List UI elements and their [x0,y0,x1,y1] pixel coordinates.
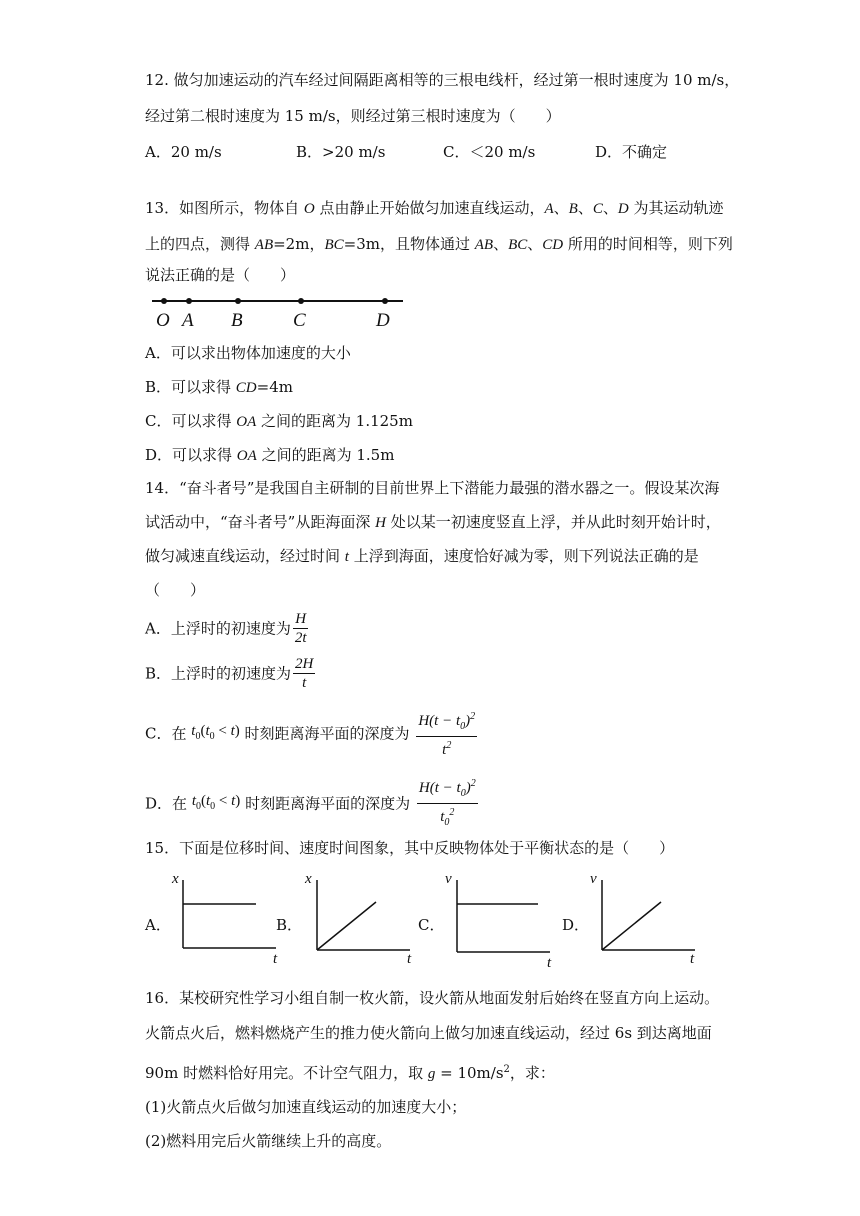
q14-option-d: D．在 $t_0(t_0 < t)$ 时刻距离海平面的深度为 $\frac{H(t - t_0)^2}{t_0^2}$ [145,775,480,832]
q12-option-c: C．＜20 m/s [443,143,536,161]
graph-d-y-label: v [590,871,597,887]
graph-c-x-label: t [547,955,552,971]
q13-option-d: D．可以求得 OA 之间的距离为 1.5m [145,446,395,464]
fraction-h-over-2t: $\frac{H}{2t}$ [294,611,307,646]
q12-option-b: B．>20 m/s [296,143,386,161]
graph-c-y-label: v [445,871,452,887]
q13-stem-line2: 上的四点，测得 AB=2m，BC=3m，且物体通过 AB、BC、CD 所用的时间相等，则下列 [145,235,733,253]
q15-option-c-letter: C． [418,916,445,934]
q16-stem-line1: 16．某校研究性学习小组自制一枚火箭，设火箭从地面发射后始终在竖直方向上运动。 [145,989,720,1007]
point-d-label: D [376,310,390,331]
q14-stem-line1: 14．“奋斗者号”是我国自主研制的目前世界上下潜能力最强的潜水器之一。假设某次海 [145,479,720,497]
point-c-dot [298,298,304,304]
graph-b-line [317,902,376,950]
graph-c-svg [450,878,560,956]
q12-option-a: A．20 m/s [145,143,222,161]
q12-stem-line1: 12. 做匀加速运动的汽车经过间隔距离相等的三根电线杆，经过第一根时速度为 10 m/s， [145,71,740,89]
q12-option-d: D．不确定 [595,143,668,161]
point-a-dot [186,298,192,304]
q13-option-c: C．可以求得 OA 之间的距离为 1.125m [145,412,413,430]
point-b-dot [235,298,241,304]
graph-b-svg [310,878,420,953]
q13-stem-line1: 13．如图所示，物体自 O 点由静止开始做匀加速直线运动，A、B、C、D 为其运动轨迹 [145,199,724,217]
q15-stem-line1: 15．下面是位移时间、速度时间图象，其中反映物体处于平衡状态的是（ ） [145,839,675,857]
depth-fraction-over-t0-squared: $\frac{H(t - t_0)^2}{t_0^2}$ [417,775,478,832]
q16-stem-line2: 火箭点火后，燃料燃烧产生的推力使火箭向上做匀加速直线运动，经过 6s 到达离地面 [145,1024,712,1042]
point-b-label: B [231,310,243,331]
q16-stem-line3: 90m 时燃料恰好用完。不计空气阻力，取 $g = 10m/s^2$，求： [145,1064,555,1082]
point-o-label: O [156,310,170,331]
q13-motion-diagram [145,290,415,335]
graph-d-svg [595,878,705,953]
q12-stem-line2: 经过第二根时速度为 15 m/s，则经过第三根时速度为（ ） [145,107,561,125]
q15-option-b-letter: B． [276,916,303,934]
graph-a-x-label: t [273,951,278,967]
point-d-dot [382,298,388,304]
graph-a-y-label: x [172,871,179,887]
q14-stem-line2: 试活动中，“奋斗者号”从距海面深 H 处以某一初速度竖直上浮，并从此时刻开始计时， [145,513,721,531]
point-a-label: A [182,310,194,331]
q16-subquestion-1: (1)火箭点火后做匀加速直线运动的加速度大小； [145,1098,467,1116]
graph-b-x-label: t [407,951,412,967]
q16-subquestion-2: (2)燃料用完后火箭继续上升的高度。 [145,1132,392,1150]
point-c-label: C [293,310,306,331]
depth-fraction-over-t-squared: $\frac{H(t - t_0)^2}{t^2}$ [416,708,477,759]
q14-option-a: A．上浮时的初速度为 $\frac{H}{2t}$ [145,611,307,646]
q15-option-d-letter: D． [562,916,590,934]
t0-condition: $t_0(t_0 < t)$ [191,722,240,742]
q14-stem-line4: （ ） [145,581,206,599]
q15-option-a-letter: A． [145,916,171,934]
graph-d-x-label: t [690,951,695,967]
graph-b-y-label: x [305,871,312,887]
q14-option-b: B．上浮时的初速度为 $\frac{2H}{t}$ [145,656,314,691]
point-o-dot [161,298,167,304]
graph-d-line [602,902,661,950]
graph-a-svg [176,878,286,953]
t0-condition: $t_0(t_0 < t)$ [191,792,241,812]
fraction-2h-over-t: $\frac{2H}{t}$ [295,656,314,691]
q14-stem-line3: 做匀减速直线运动，经过时间 t 上浮到海面，速度恰好减为零，则下列说法正确的是 [145,547,699,565]
q13-option-b: B．可以求得 CD=4m [145,378,293,396]
q13-option-a: A．可以求出物体加速度的大小 [145,344,351,362]
q14-option-c: C．在 $t_0(t_0 < t)$ 时刻距离海平面的深度为 $\frac{H(t - t_0)^2}{t^2}$ [145,708,479,759]
q13-stem-line3: 说法正确的是（ ） [145,266,296,284]
